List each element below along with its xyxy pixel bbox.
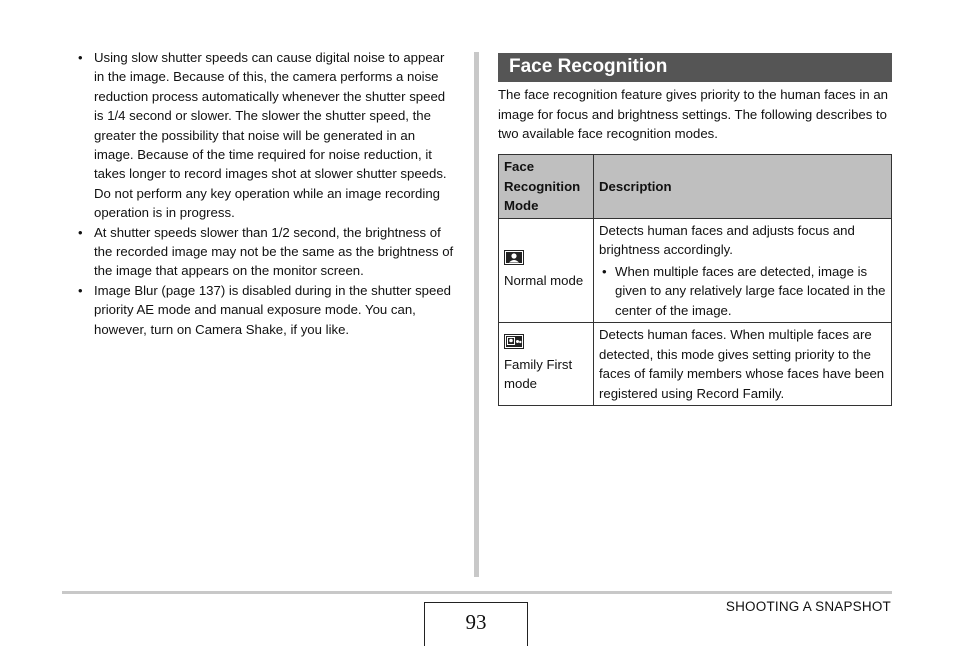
- mode-cell: [499, 218, 594, 323]
- description-cell: Detects human faces. When multiple faces are detected, this mode gives setting priority to the faces of family members whose faces have been registered using Record Family.: [594, 323, 892, 406]
- footer-rule: [62, 591, 892, 594]
- modes-table: [498, 154, 892, 406]
- list-item: • When multiple faces are detected, image is given to any relatively large face located in the center of the image.: [599, 262, 886, 321]
- table-header-row: [499, 155, 892, 219]
- description-text: Detects human faces and adjusts focus and brightness accordingly.: [599, 222, 855, 257]
- right-column: [498, 53, 892, 401]
- description-cell: [594, 218, 892, 323]
- table-row: [499, 218, 892, 323]
- mode-label: Family First mode: [504, 356, 573, 392]
- column-divider: [474, 52, 479, 577]
- list-item: • Using slow shutter speeds can cause digital noise to appear in the image. Because of this, the camera performs a noise reduction process automatically whenever the shutter speed is 1/4 second or slower. The slower the shutter speed, the greater the possibility that noise will be generated in an image. Because of the time required for noise reduction, it takes longer to record images shot at slower shutter speeds. Do not perform any key operation while an image recording operation is in progress.: [78, 48, 454, 223]
- mode-label: Normal mode: [504, 272, 584, 288]
- header-mode: Face Recognition Mode: [499, 155, 594, 219]
- single-face-icon: [504, 250, 524, 265]
- left-column: [78, 48, 454, 339]
- family-face-icon: [504, 334, 524, 349]
- list-item: • At shutter speeds slower than 1/2 second, the brightness of the recorded image may not be the same as the brightness of the image that appears on the monitor screen.: [78, 223, 454, 281]
- footer-section-name: SHOOTING A SNAPSHOT: [725, 599, 891, 614]
- mode-cell: [499, 323, 594, 406]
- notes-list: [78, 48, 454, 339]
- table-row: [499, 323, 892, 406]
- section-intro: The face recognition feature gives priority to the human faces in an image for focus and brightness settings. The following describes to two available face recognition modes.: [498, 87, 888, 142]
- page-number: 93: [424, 602, 528, 646]
- description-list: [599, 262, 886, 321]
- list-item: • Image Blur (page 137) is disabled during in the shutter speed priority AE mode and manual exposure mode. You can, however, turn on Camera Shake, if you like.: [78, 281, 454, 339]
- section-title: Face Recognition: [498, 53, 892, 82]
- header-description: Description: [594, 155, 892, 219]
